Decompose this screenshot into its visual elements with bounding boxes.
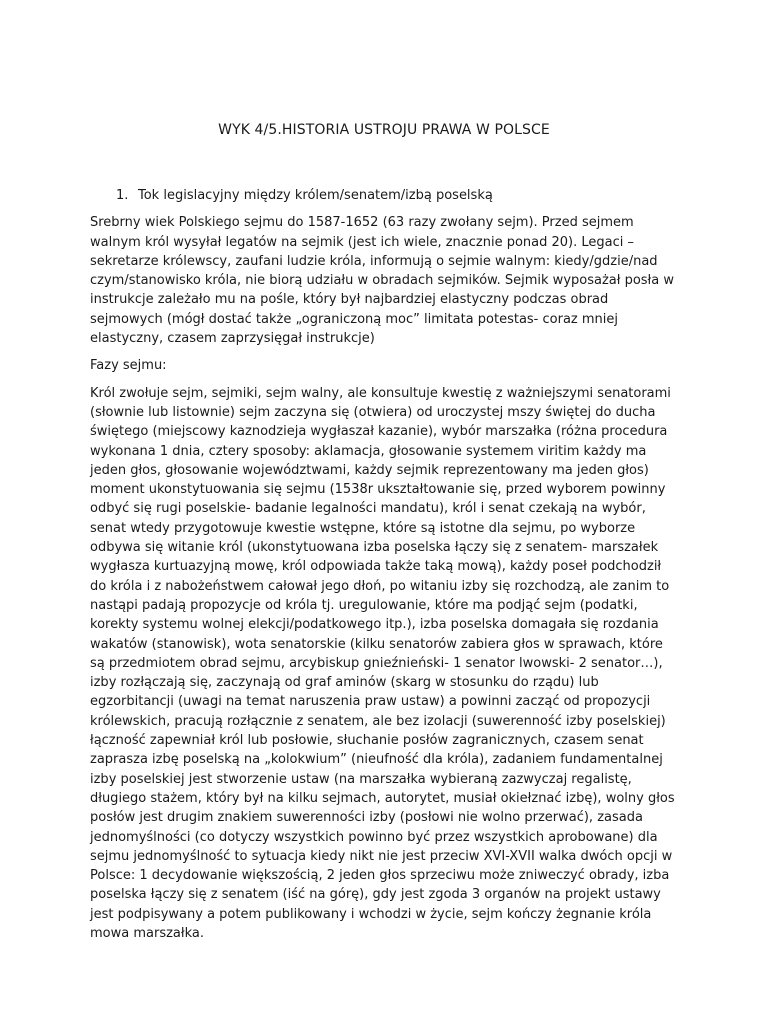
list-item-number: 1. [116, 188, 129, 203]
paragraph-krol-zwoluje-sejm: Król zwołuje sejm, sejmiki, sejm walny, ale konsultuje kwestię z ważniejszymi senatorami (słownie lub listownie) sejm zaczyna się (otwiera) od uroczystej mszy świętej do ducha świętego (miejscowy kaznodzieja wygłaszał kazanie), wybór marszałka (różna procedura wykonana 1 dnia, cztery sposoby: aklamacja, głosowanie systemem viritim każdy ma jeden głos, głosowanie województwami, każdy sejmik reprezentowany ma jeden głos) moment ukonstytuowania się sejmu (1538r ukształtowanie się, przed wyborem powinny odbyć się rugi poselskie- badanie legalności mandatu), król i senat czekają na wybór, senat wtedy przygotowuje kwestie wstępne, które są istotne dla sejmu, po wyborze odbywa się witanie król (ukonstytuowana izba poselska łączy się z senatem- marszałek wygłasza kurtuazyjną mowę, król odpowiada także taką mową), każdy poseł podchodził do króla i z nabożeństwem całował jego dłoń, po witaniu izby się rozchodzą, ale zanim to nastąpi padają propozycje od króla tj. uregulowanie, które ma podjąć sejm (podatki, korekty systemu wolnej elekcji/podatkowego itp.), izba poselska domagała się rozdania wakatów (stanowisk), wota senatorskie (kilku senatorów zabiera głos w sprawach, które są przedmiotem obrad sejmu, arcybiskup gnieźnieński- 1 senator lwowski- 2 senator…), izby rozłączają się, zaczynają od graf aminów (skarg w stosunku do rządu) lub egzorbitancji (uwagi na temat naruszenia praw ustaw) a powinni zacząć od propozycji królewskich, pracują rozłącznie z senatem, ale bez izolacji (suwerenność izby poselskiej) łączność zapewniał król lub posłowie, słuchanie posłów zagranicznych, czasem senat zaprasza izbę poselską na „kolokwium” (nieufność dla króla), zadaniem fundamentalnej izby poselskiej jest stworzenie ustaw (na marszałka wybieraną zazwyczaj regalistę, długiego stażem, który był na kilku sejmach, autorytet, musiał okiełznać izbę), wolny głos posłów jest drugim znakiem suwerenności izby (posłowi nie wolno przerwać), zasada jednomyślności (co dotyczy wszystkich powinno być przez wszystkich aprobowane) dla sejmu jednomyślność to sytuacja kiedy nikt nie jest przeciw XVI-XVII walka dwóch opcji w Polsce: 1 decydowanie większością, 2 jeden głos sprzeciwu może zniweczyć obrady, izba poselska łączy się z senatem (iść na górę), gdy jest zgoda 3 organów na projekt ustawy jest podpisywany a potem publikowany i wchodzi w życie, sejm kończy żegnanie króla mowa marszałka. [90, 385, 675, 941]
numbered-list-item [116, 186, 678, 205]
document-body [90, 186, 678, 951]
document-title: WYK 4/5.HISTORIA USTROJU PRAWA W POLSCE [218, 122, 550, 138]
paragraph-fazy-sejmu: Fazy sejmu: [90, 358, 167, 374]
paragraph-srebrny-wiek: Srebrny wiek Polskiego sejmu do 1587-1652 (63 razy zwołany sejm). Przed sejmem walnym król wysyłał legatów na sejmik (jest ich wiele, znacznie ponad 20). Legaci – sekretarze królewscy, zaufani ludzie króla, informują o sejmie walnym: kiedy/gdzie/nad czym/stanowisko króla, nie biorą udziału w obradach sejmików. Sejmik wyposażał posła w instrukcje zależało mu na pośle, który był najbardziej elastyczny podczas obrad sejmowych (mógł dostać także „ograniczoną moc” limitata potestas- coraz mniej elastyczny, czasem zaprzysięgał instrukcje) [90, 215, 674, 347]
list-item-text: Tok legislacyjny między królem/senatem/izbą poselską [138, 188, 493, 203]
